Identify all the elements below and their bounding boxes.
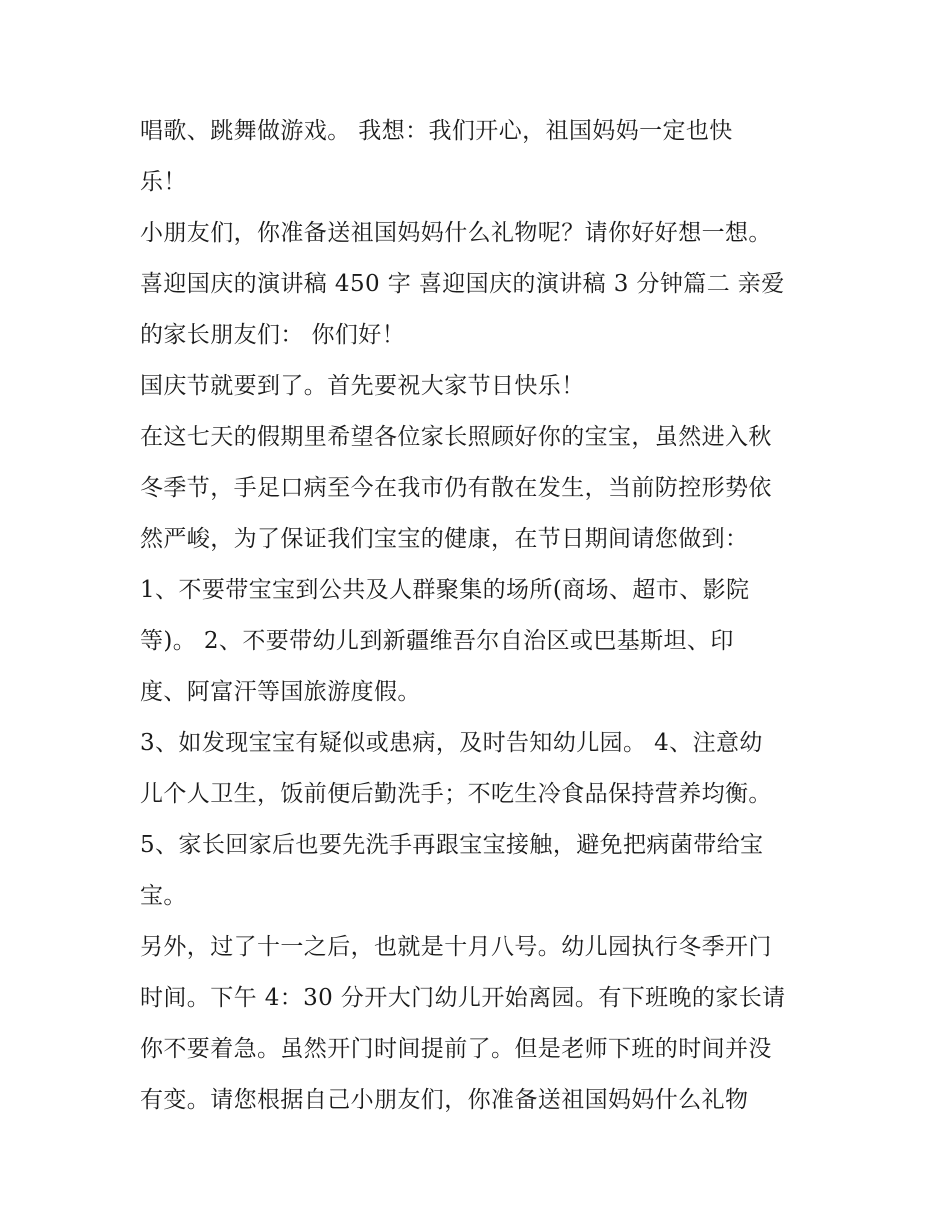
text-line: 另外，过了十一之后，也就是十月八号。幼儿园执行冬季开门 [140,934,772,960]
text-line: 唱歌、跳舞做游戏。 我想：我们开心，祖国妈妈一定也快 [140,118,733,144]
text-line: 你不要着急。虽然开门时间提前了。但是老师下班的时间并没 [140,1036,772,1062]
text-line: 的家长朋友们： 你们好！ [140,322,406,348]
text-line: 时间。下午 4：30 分开大门幼儿开始离园。有下班晚的家长请 [140,985,786,1011]
text-line: 5、家长回家后也要先洗手再跟宝宝接触，避免把病菌带给宝 [140,832,764,858]
text-line: 等)。 2、不要带幼儿到新疆维吾尔自治区或巴基斯坦、印 [140,628,734,654]
text-line: 小朋友们，你准备送祖国妈妈什么礼物呢？请你好好想一想。 [140,220,772,246]
text-line: 有变。请您根据自己小朋友们，你准备送祖国妈妈什么礼物 [140,1087,749,1113]
text-line: 国庆节就要到了。首先要祝大家节日快乐！ [140,373,585,399]
text-line: 冬季节，手足口病至今在我市仍有散在发生，当前防控形势依 [140,475,772,501]
text-line: 3、如发现宝宝有疑似或患病，及时告知幼儿园。 4、注意幼 [140,730,763,756]
text-line: 儿个人卫生，饭前便后勤洗手；不吃生冷食品保持营养均衡。 [140,781,772,807]
text-line: 喜迎国庆的演讲稿 450 字 喜迎国庆的演讲稿 3 分钟篇二 亲爱 [140,271,785,297]
text-line: 宝。 [140,883,187,909]
document-body [140,106,820,1126]
text-line: 1、不要带宝宝到公共及人群聚集的场所(商场、超市、影院 [140,577,750,603]
text-line: 然严峻，为了保证我们宝宝的健康，在节日期间请您做到： [140,526,749,552]
text-line: 在这七天的假期里希望各位家长照顾好你的宝宝，虽然进入秋 [140,424,772,450]
text-line: 度、阿富汗等国旅游度假。 [140,679,421,705]
text-line: 乐！ [140,169,187,195]
